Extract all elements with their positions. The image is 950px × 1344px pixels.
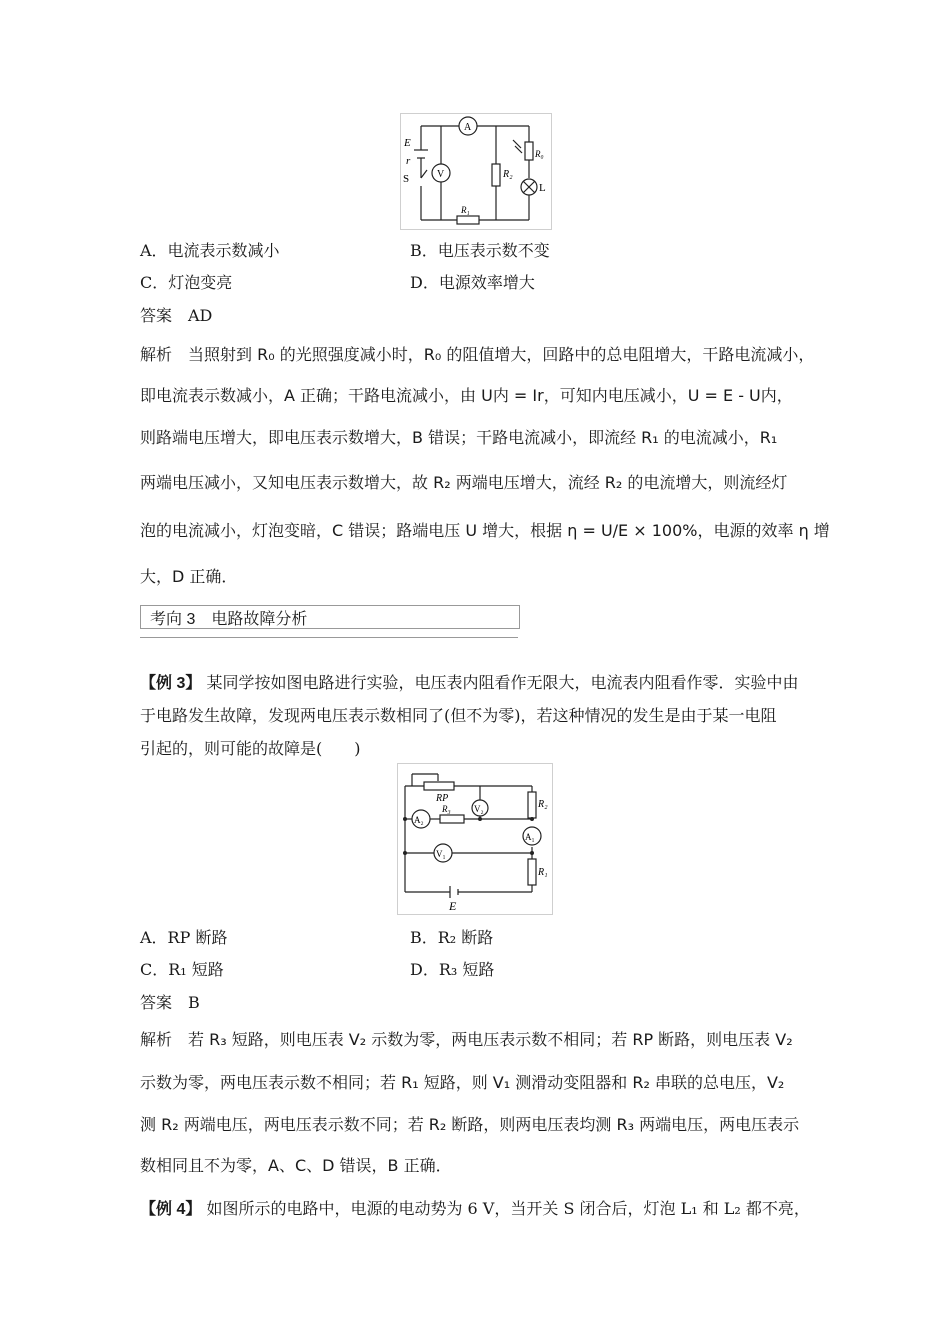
example4-label: 【例 4】 (140, 1201, 202, 1218)
q2-option-d: D．电源效率增大 (410, 273, 535, 292)
q3-analysis-line-3: 测 R₂ 两端电压，两电压表示数不同；若 R₂ 断路，则两电压表均测 R₃ 两端电压，两电压表示 (140, 1115, 800, 1134)
fig1-label-S: S (403, 173, 410, 185)
example3-line-2: 于电路发生故障，发现两电压表示数相同了(但不为零)，若这种情况的发生是由于某一电阻 (140, 706, 777, 725)
q2-analysis-line-4: 两端电压减小，又知电压表示数增大，故 R₂ 两端电压增大，流经 R₂ 的电流增大，则流经灯 (140, 473, 788, 492)
q2-analysis-line-2: 即电流表示数减小，A 正确；干路电流减小，由 U内 = Ir，可知内电压减小，U = E - U内， (140, 386, 793, 405)
q2-analysis-line-5: 泡的电流减小，灯泡变暗，C 错误；路端电压 U 增大，根据 η = U/E × 100%，电源的效率 η 增 (140, 521, 830, 540)
q3-option-d: D．R₃ 短路 (410, 960, 495, 979)
fig2-label-r1: R₁ (538, 867, 548, 878)
fig1-label-A: A (464, 122, 472, 133)
fig2-label-v1: V₁ (436, 849, 446, 859)
q3-analysis-line-4: 数相同且不为零，A、C、D 错误，B 正确． (140, 1156, 452, 1175)
fig2-label-r3: R₃ (442, 804, 451, 814)
section-title: 考向 3 电路故障分析 (150, 611, 308, 628)
q2-analysis-line-3: 则路端电压增大，即电压表示数增大，B 错误；干路电流减小，即流经 R₁ 的电流减小，R₁ (140, 428, 778, 447)
fig2-label-a1: A₁ (525, 832, 535, 842)
fig2-label-rp: RP (436, 793, 449, 804)
fig2-label-e: E (449, 899, 457, 913)
fig1-label-R0: R₀ (535, 149, 544, 159)
circuit-figure-1 (400, 113, 552, 230)
q2-analysis-line-1: 解析 当照射到 R₀ 的光照强度减小时，R₀ 的阻值增大，回路中的总电阻增大，干路电流减小， (140, 345, 815, 364)
fig1-label-L: L (539, 182, 546, 194)
example4-text-1: 如图所示的电路中，电源的电动势为 6 V，当开关 S 闭合后，灯泡 L₁ 和 L₂ 都不亮， (206, 1199, 810, 1218)
example3-line-1 (140, 670, 798, 693)
circuit-figure-2 (397, 763, 553, 915)
fig2-label-a2: A₂ (414, 815, 424, 825)
q2-option-a: A．电流表示数减小 (140, 241, 280, 260)
q3-option-c: C．R₁ 短路 (140, 960, 224, 979)
q2-option-c: C．灯泡变亮 (140, 273, 233, 292)
fig1-label-R2: R₂ (503, 169, 513, 180)
q3-option-a: A．RP 断路 (140, 928, 228, 947)
q3-answer: 答案 B (140, 993, 200, 1012)
fig1-label-E: E (404, 137, 411, 149)
q3-analysis-line-2: 示数为零，两电压表示数不相同；若 R₁ 短路，则 V₁ 测滑动变阻器和 R₂ 串联的总电压，V₂ (140, 1073, 785, 1092)
q2-analysis-line-6: 大，D 正确． (140, 567, 238, 586)
q3-option-b: B．R₂ 断路 (410, 928, 494, 947)
q2-option-b: B．电压表示数不变 (410, 241, 550, 260)
example3-label: 【例 3】 (140, 675, 202, 692)
example4-line-1 (140, 1196, 810, 1219)
fig1-label-V: V (437, 169, 445, 180)
example3-line-3: 引起的，则可能的故障是( ) (140, 739, 361, 758)
q2-answer: 答案 AD (140, 306, 213, 325)
example3-text-1: 某同学按如图电路进行实验，电压表内阻看作无限大，电流表内阻看作零．实验中由 (206, 673, 799, 692)
fig1-label-r: r (406, 155, 411, 167)
fig2-label-r2: R₂ (538, 799, 548, 810)
q3-analysis-line-1: 解析 若 R₃ 短路，则电压表 V₂ 示数为零，两电压表示数不相同；若 RP 断路，则电压表 V₂ (140, 1030, 793, 1049)
section-heading-box (140, 605, 518, 645)
fig1-label-R1: R₁ (461, 205, 470, 215)
fig2-label-v2: V₂ (474, 804, 484, 814)
